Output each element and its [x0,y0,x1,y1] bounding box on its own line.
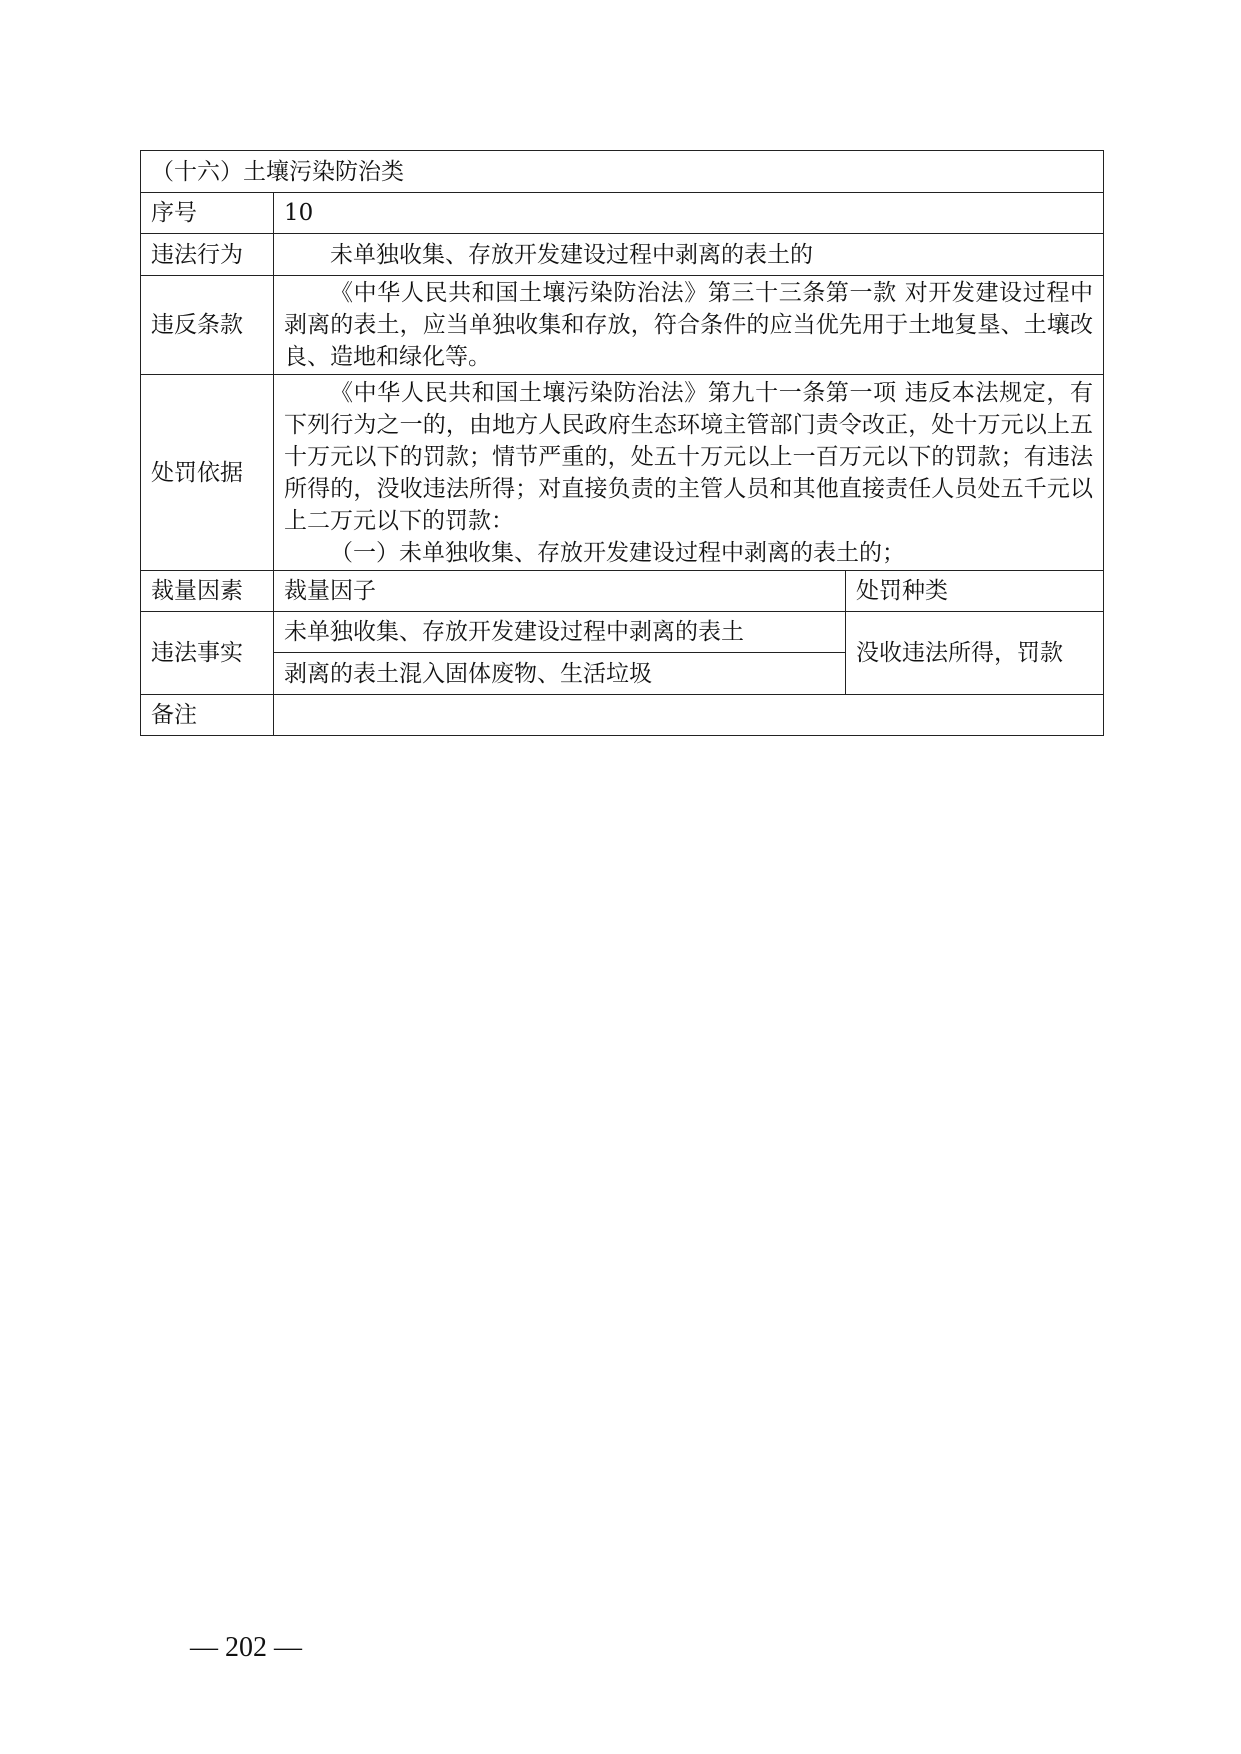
facts-item-2: 剥离的表土混入固体废物、生活垃圾 [274,653,846,695]
facts-penalty-type: 没收违法所得，罚款 [846,612,1104,695]
remarks-row [141,695,1104,736]
violation-value: 未单独收集、存放开发建设过程中剥离的表土的 [274,234,1104,276]
discretion-type-header: 处罚种类 [846,571,1104,612]
clause-row [141,276,1104,375]
category-title: （十六）土壤污染防治类 [141,151,1104,193]
clause-value: 《中华人民共和国土壤污染防治法》第三十三条第一款 对开发建设过程中剥离的表土，应当单独收集和存放，符合条件的应当优先用于土地复垦、土壤改良、造地和绿化等。 [274,276,1104,375]
penalty-basis-paragraph-2: （一）未单独收集、存放开发建设过程中剥离的表土的； [330,539,905,566]
violation-label: 违法行为 [141,234,274,276]
facts-row-1 [141,612,1104,653]
penalty-basis-label: 处罚依据 [141,375,274,571]
discretion-row [141,571,1104,612]
facts-label: 违法事实 [141,612,274,695]
remarks-label: 备注 [141,695,274,736]
page-number: — 202 — [190,1632,302,1663]
penalty-basis-paragraph-1: 《中华人民共和国土壤污染防治法》第九十一条第一项 违反本法规定，有下列行为之一的，由地方人民政府生态环境主管部门责令改正，处十万元以上五十万元以下的罚款；情节严重的，处五十万元以上一百万元以下的罚款；有违法所得的，没收违法所得；对直接负责的主管人员和其他直接责任人员处五千元以上二万元以下的罚款： [284,379,1094,534]
discretion-factor-header: 裁量因子 [274,571,846,612]
discretion-label: 裁量因素 [141,571,274,612]
category-row [141,151,1104,193]
clause-label: 违反条款 [141,276,274,375]
serial-label: 序号 [141,193,274,234]
penalty-basis-value [274,375,1104,571]
remarks-value [274,695,1104,736]
violation-row [141,234,1104,276]
penalty-table [140,150,1104,736]
penalty-basis-row [141,375,1104,571]
facts-item-1: 未单独收集、存放开发建设过程中剥离的表土 [274,612,846,653]
serial-value: 10 [274,193,1104,234]
serial-row [141,193,1104,234]
